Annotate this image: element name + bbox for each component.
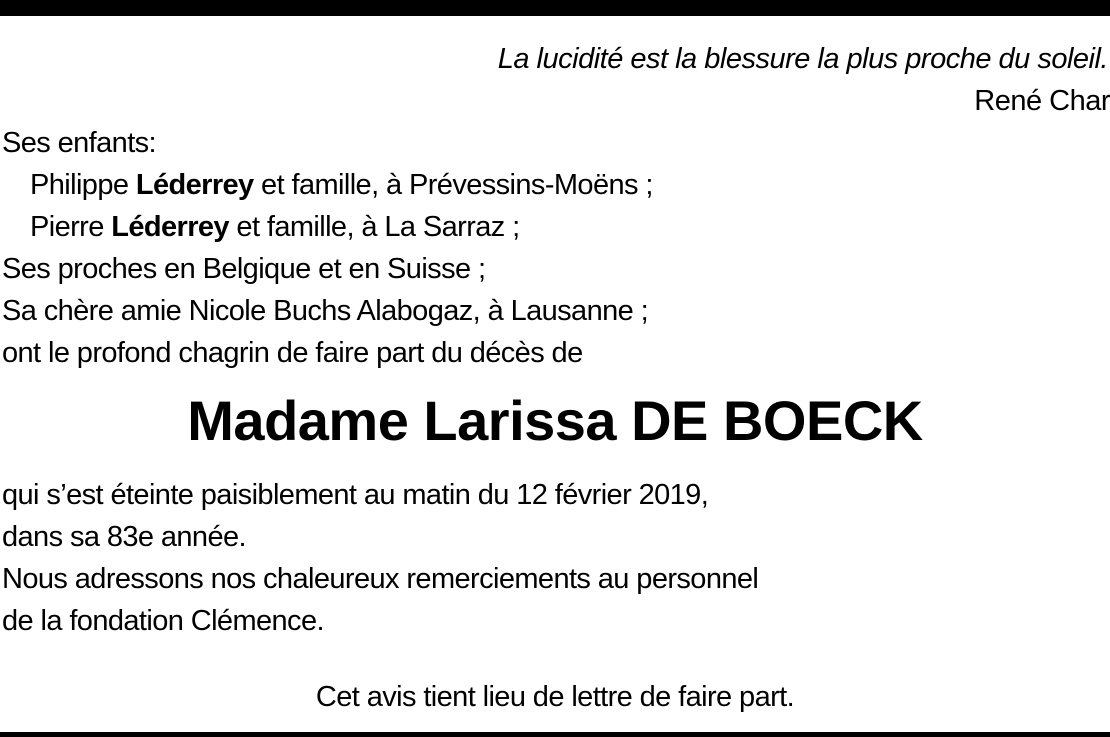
announcement-line: ont le profond chagrin de faire part du décès de (2, 337, 583, 369)
epigraph-quote: La lucidité est la blessure la plus proche du soleil. (497, 43, 1108, 75)
thanks-line-1: Nous adressons nos chaleureux remerciements au personnel (2, 563, 759, 595)
epigraph-author: René Char (974, 85, 1110, 117)
thanks-line-2: de la fondation Clémence. (2, 605, 324, 637)
deceased-name: Madame Larissa DE BOECK (187, 389, 923, 452)
child-surname: Léderrey (111, 211, 229, 243)
friend-line: Sa chère amie Nicole Buchs Alabogaz, à Lausanne ; (2, 295, 649, 327)
child-details: et famille, à La Sarraz ; (236, 211, 520, 243)
passing-details-line: qui s’est éteinte paisiblement au matin du 12 février 2019, (2, 479, 709, 511)
child-details: et famille, à Prévessins-Moëns ; (261, 169, 653, 201)
child-line-2 (30, 206, 520, 248)
top-border-rule (0, 0, 1110, 16)
relatives-line: Ses proches en Belgique et en Suisse ; (2, 253, 486, 285)
age-line: dans sa 83e année. (2, 521, 246, 553)
closing-note: Cet avis tient lieu de lettre de faire part. (315, 681, 795, 713)
child-first-name: Philippe (30, 169, 129, 201)
bottom-border-rule (0, 732, 1110, 737)
child-line-1 (30, 164, 653, 206)
children-intro: Ses enfants: (2, 127, 157, 159)
child-surname: Léderrey (135, 169, 254, 201)
child-first-name: Pierre (30, 211, 104, 243)
